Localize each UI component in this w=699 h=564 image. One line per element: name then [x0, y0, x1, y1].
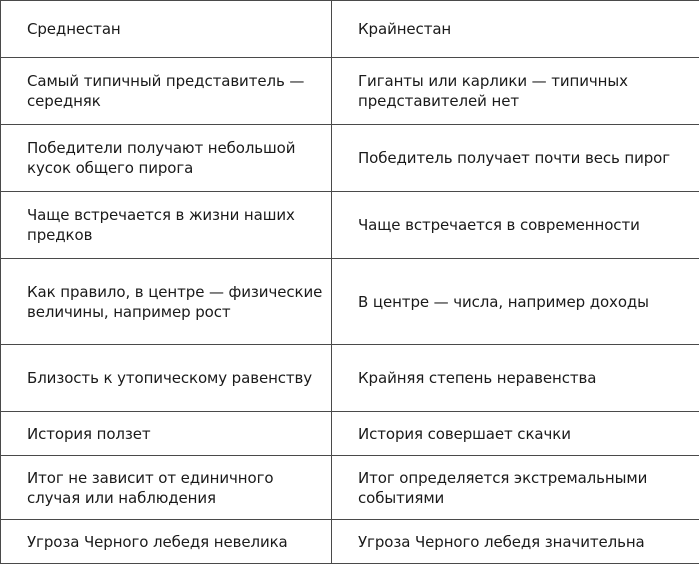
table-row — [1, 520, 699, 564]
table-row — [1, 125, 699, 192]
table-row — [1, 345, 699, 412]
cell-extremistan: В центре — числа, например доходы — [332, 259, 699, 345]
cell-mediocristan: Самый типичный представитель — середняк — [1, 58, 332, 125]
table-row — [1, 192, 699, 259]
table-header — [1, 1, 699, 58]
cell-mediocristan: Как правило, в центре — физические величины, например рост — [1, 259, 332, 345]
cell-extremistan: Итог определяется экстремальными событиями — [332, 456, 699, 520]
table-row — [1, 412, 699, 456]
cell-mediocristan: Близость к утопическому равенству — [1, 345, 332, 412]
cell-extremistan: Гиганты или карлики — типичных представителей нет — [332, 58, 699, 125]
cell-mediocristan: Чаще встречается в жизни наших предков — [1, 192, 332, 259]
cell-mediocristan: Победители получают небольшой кусок общего пирога — [1, 125, 332, 192]
table-body — [1, 58, 699, 564]
header-mediocristan: Среднестан — [1, 1, 332, 58]
table-row — [1, 456, 699, 520]
cell-extremistan: Чаще встречается в современности — [332, 192, 699, 259]
cell-mediocristan: История ползет — [1, 412, 332, 456]
header-extremistan: Крайнестан — [332, 1, 699, 58]
header-row — [1, 1, 699, 58]
table-row — [1, 259, 699, 345]
cell-mediocristan: Итог не зависит от единичного случая или наблюдения — [1, 456, 332, 520]
cell-extremistan: Угроза Черного лебедя значительна — [332, 520, 699, 564]
cell-extremistan: Победитель получает почти весь пирог — [332, 125, 699, 192]
cell-extremistan: История совершает скачки — [332, 412, 699, 456]
table-row — [1, 58, 699, 125]
cell-mediocristan: Угроза Черного лебедя невелика — [1, 520, 332, 564]
cell-extremistan: Крайняя степень неравенства — [332, 345, 699, 412]
